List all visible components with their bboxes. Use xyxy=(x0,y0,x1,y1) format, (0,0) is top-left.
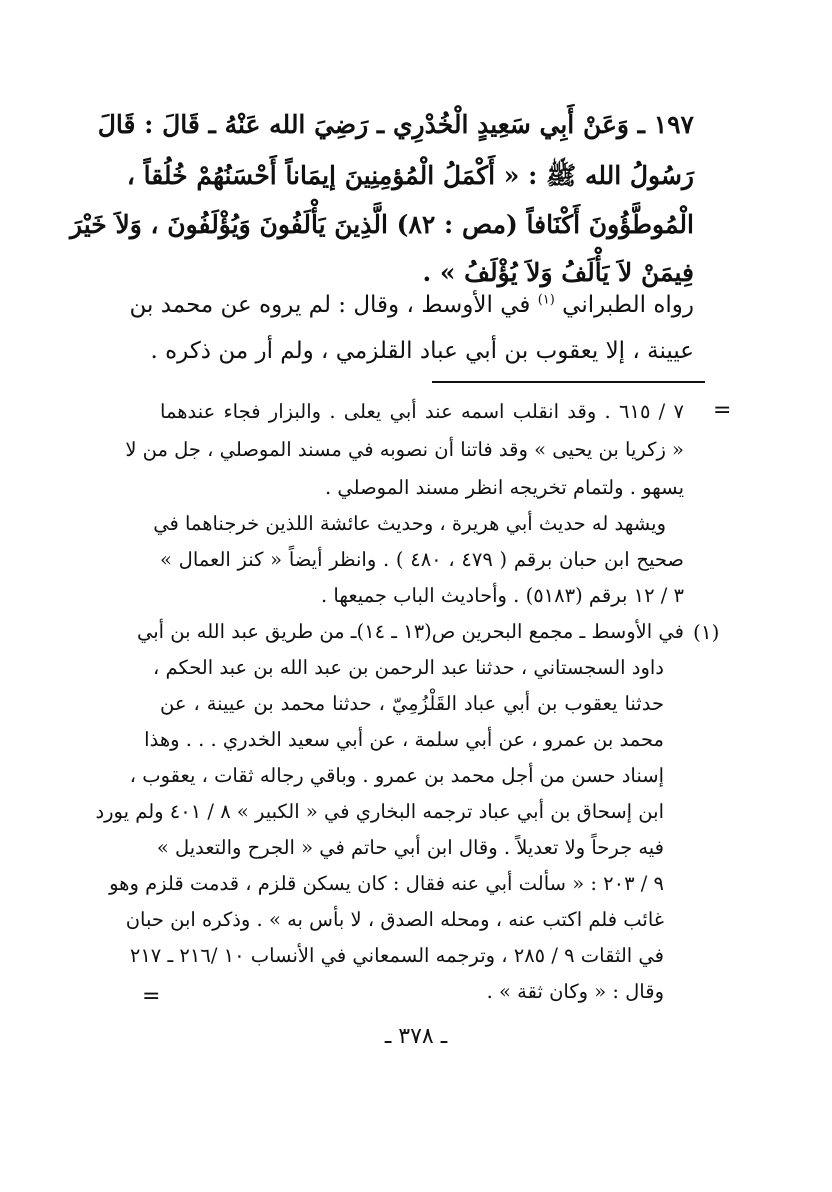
footnote-1-line-11: وقال : « وكان ثقة » . xyxy=(486,980,664,1003)
footnote-1-line-10: في الثقات ٩ / ٢٨٥ ، وترجمه السمعاني في الأنساب ١٠ /٢١٦ ـ ٢١٧ xyxy=(129,944,664,967)
footnote-cont-line-4: ويشهد له حديث أبي هريرة ، وحديث عائشة اللذين خرجناهما في xyxy=(153,512,666,535)
footnote-1-line-9: غائب فلم اكتب عنه ، ومحله الصدق ، لا بأس به » . وذكره ابن حبان xyxy=(125,908,664,931)
footnote-1-line-1: في الأوسط ـ مجمع البحرين ص(١٣ ـ ١٤)ـ من طريق عبد الله بن أبي xyxy=(136,620,684,643)
footnote-ref: (١) xyxy=(537,292,555,308)
footnote-cont-line-6: ٣ / ١٢ برقم (٥١٨٣) . وأحاديث الباب جميعها . xyxy=(321,584,684,607)
commentary-source: رواه الطبراني xyxy=(562,292,694,318)
page-number: ـ ٣٧٨ ـ xyxy=(384,1024,448,1049)
footnote-cont-line-2: « زكريا بن يحيى » وقد فاتنا أن نصوبه في مسند الموصلي ، جل من لا xyxy=(125,438,684,461)
footnote-1-line-6: ابن إسحاق بن أبي عباد ترجمه البخاري في « الكبير » ٨ / ٤٠١ ولم يورد xyxy=(95,800,664,823)
footnote-separator xyxy=(432,381,705,383)
hadith-line-3: الْمُوطَّؤُونَ أَكْنَافاً (مص : ٨٢) الَّذِينَ يَأْلَفُونَ وَيُؤْلَفُونَ ، وَلاَ خَيْرَ xyxy=(69,210,694,239)
footnote-1-line-7: فيه جرحاً ولا تعديلاً . وقال ابن أبي حاتم في « الجرح والتعديل » xyxy=(156,836,664,859)
commentary-line-1 xyxy=(129,292,694,318)
footnote-1-line-2: داود السجستاني ، حدثنا عبد الرحمن بن عبد الله بن عبد الحكم ، xyxy=(152,656,664,679)
footnote-1-line-8: ٩ / ٢٠٣ : « سألت أبي عنه فقال : كان يسكن قلزم ، قدمت قلزم وهو xyxy=(109,872,664,895)
continuation-mark: = xyxy=(713,398,732,423)
footnote-1-label: (١) xyxy=(693,620,720,644)
end-continuation-mark: = xyxy=(142,984,161,1009)
hadith-line-4: فِيمَنْ لاَ يَأْلَفُ وَلاَ يُؤْلَفُ » . xyxy=(422,258,694,287)
footnote-cont-line-5: صحيح ابن حبان برقم ( ٤٧٩ ، ٤٨٠ ) . وانظر أيضاً « كنز العمال » xyxy=(160,548,684,571)
footnote-cont-line-1: ٧ / ٦١٥ . وقد انقلب اسمه عند أبي يعلى . والبزار فجاء عندهما xyxy=(160,400,685,423)
commentary-rest: في الأوسط ، وقال : لم يروه عن محمد بن xyxy=(129,292,531,318)
commentary-line-2: عيينة ، إلا يعقوب بن أبي عباد القلزمي ، ولم أر من ذكره . xyxy=(150,338,694,364)
footnote-cont-line-3: يسهو . ولتمام تخريجه انظر مسند الموصلي . xyxy=(325,476,684,499)
footnote-1-line-5: إسناد حسن من أجل محمد بن عمرو . وباقي رجاله ثقات ، يعقوب ، xyxy=(129,764,664,787)
footnote-1-line-4: محمد بن عمرو ، عن أبي سلمة ، عن أبي سعيد الخدري . . . وهذا xyxy=(144,728,664,751)
hadith-line-1: ١٩٧ ـ وَعَنْ أَبِي سَعِيدٍ الْخُدْرِي ـ رَضِيَ الله عَنْهُ ـ قَالَ : قَالَ xyxy=(97,110,694,139)
hadith-line-2: رَسُولُ الله ﷺ : « أَكْمَلُ الْمُؤمِنِينَ إيمَاناً أَحْسَنُهُمْ خُلُقاً ، xyxy=(126,161,694,190)
footnote-1-line-3: حدثنا يعقوب بن أبي عباد القَلْزُمِيّ ، حدثنا محمد بن عيينة ، عن xyxy=(160,692,664,715)
